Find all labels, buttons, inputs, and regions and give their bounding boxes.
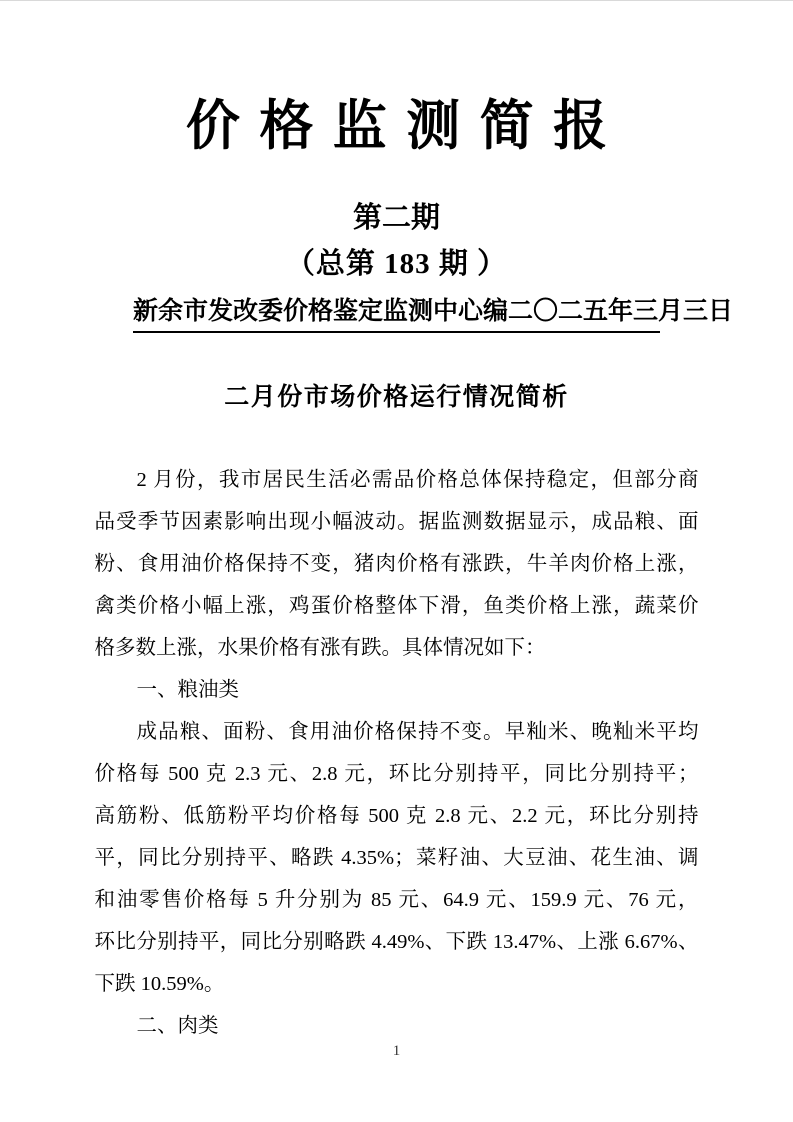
- body-line: 价格每 500 克 2.3 元、2.8 元，环比分别持平，同比分别持平；: [94, 762, 699, 785]
- page-number: 1: [392, 1043, 401, 1059]
- section-title: 二月份市场价格运行情况简析: [224, 382, 569, 411]
- body-line: 禽类价格小幅上涨，鸡蛋价格整体下滑，鱼类价格上涨，蔬菜价: [94, 594, 699, 617]
- body-line: 平，同比分别持平、略跌 4.35%；菜籽油、大豆油、花生油、调: [94, 846, 699, 869]
- document-body: [95, 459, 699, 1047]
- body-line: 高筋粉、低筋粉平均价格每 500 克 2.8 元、2.2 元，环比分别持: [94, 804, 699, 827]
- body-line: 粉、食用油价格保持不变，猪肉价格有涨跌，牛羊肉价格上涨，: [94, 552, 699, 575]
- body-line section-heading: 二、肉类: [136, 1014, 219, 1037]
- editor-date-line: [133, 291, 734, 333]
- body-line: 环比分别持平，同比分别略跌 4.49%、下跌 13.47%、上涨 6.67%、: [94, 930, 699, 953]
- issue-number: 第二期: [352, 202, 440, 235]
- total-issue-number: （总第 183 期 ）: [285, 248, 508, 281]
- body-line section-heading: 一、粮油类: [136, 678, 239, 701]
- document-title: 价格监测简报: [185, 96, 627, 156]
- editor-name: 新余市发改委价格鉴定监测中心编: [133, 297, 509, 325]
- body-line: 品受季节因素影响出现小幅波动。据监测数据显示，成品粮、面: [94, 510, 699, 533]
- body-line: 成品粮、面粉、食用油价格保持不变。早籼米、晚籼米平均: [136, 720, 699, 743]
- body-line: 下跌 10.59%。: [94, 972, 225, 995]
- body-line: 和油零售价格每 5 升分别为 85 元、64.9 元、159.9 元、76 元，: [94, 888, 699, 911]
- publish-date: 二〇二五年三月三日: [508, 297, 734, 325]
- body-line: 2 月份，我市居民生活必需品价格总体保持稳定，但部分商: [136, 468, 699, 491]
- body-line: 格多数上涨，水果价格有涨有跌。具体情况如下：: [94, 636, 546, 659]
